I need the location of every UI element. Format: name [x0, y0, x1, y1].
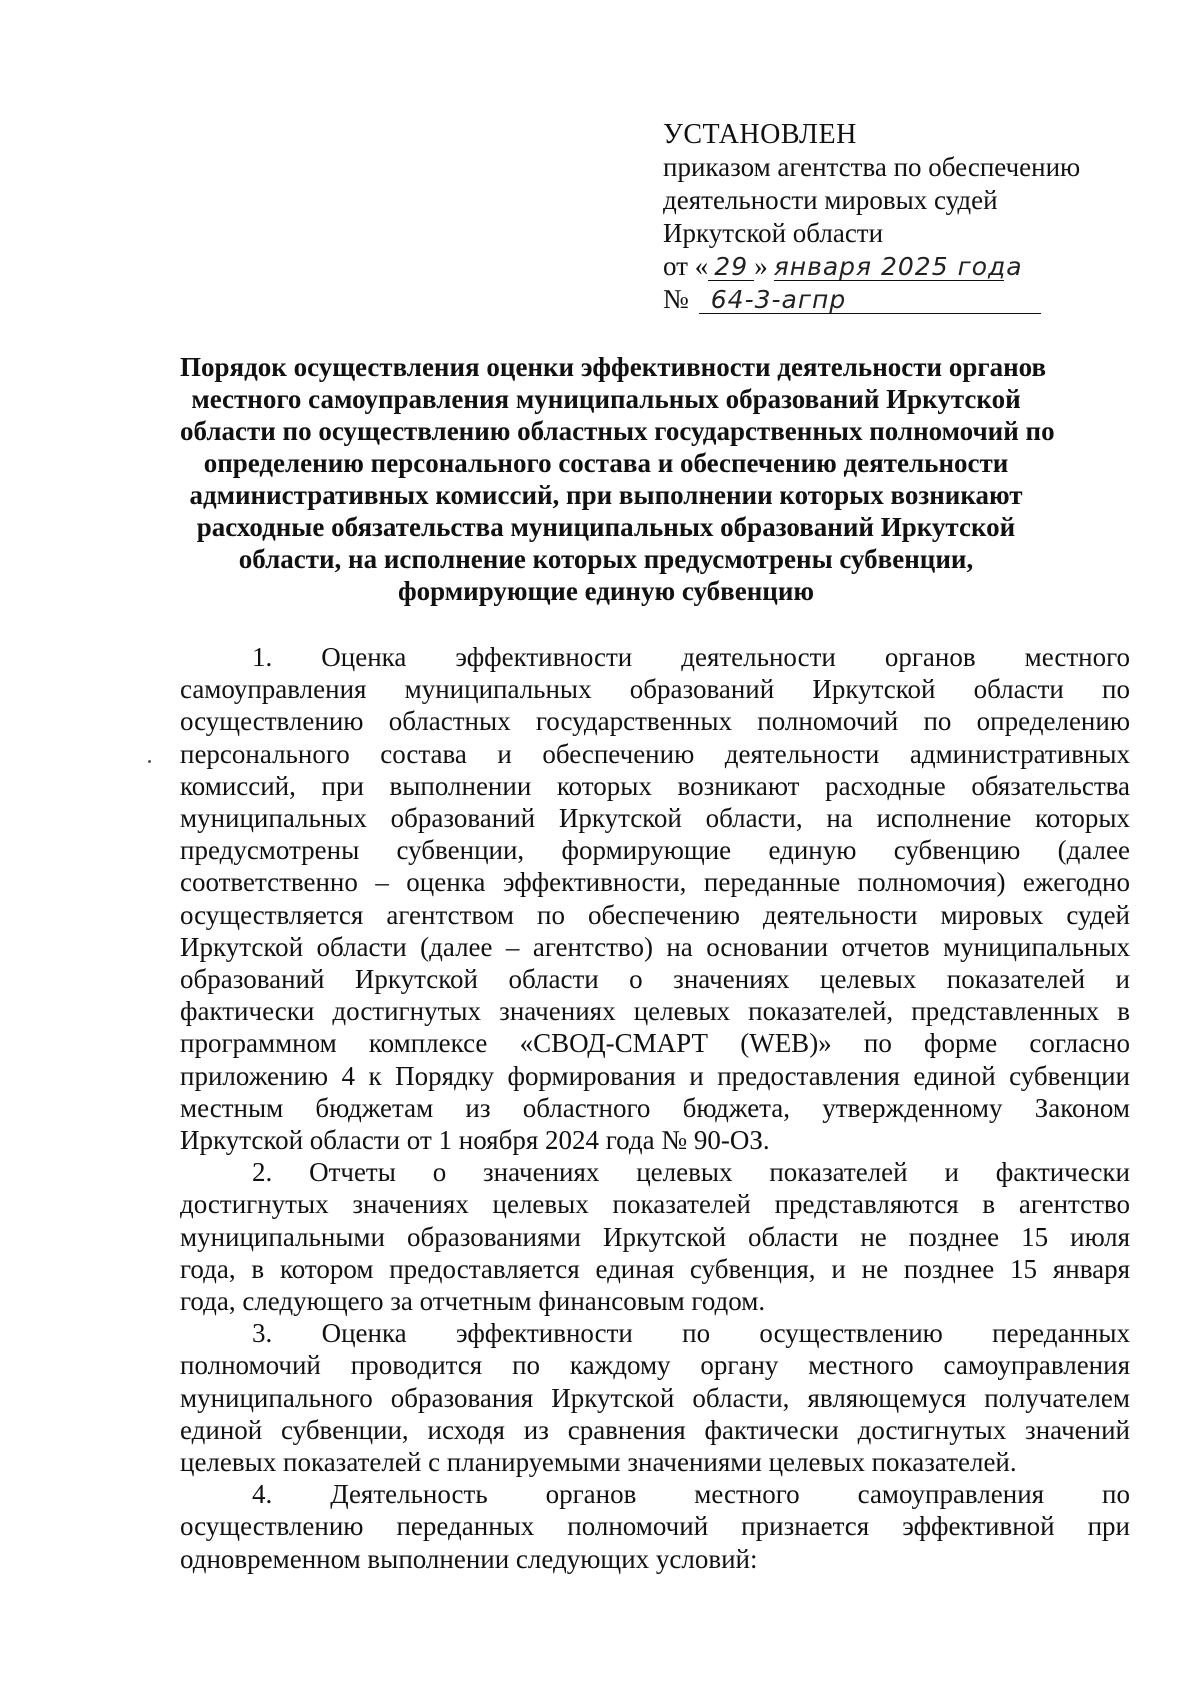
- paragraph-line: муниципальных образований Иркутской области, на исполнение которых: [180, 803, 1130, 834]
- paragraph-line: 4. Деятельность органов местного самоуправления по: [252, 1479, 1130, 1510]
- paragraph-line: 3. Оценка эффективности по осуществлению переданных: [252, 1318, 1130, 1349]
- paragraph-line: комиссий, при выполнении которых возникают расходные обязательства: [180, 770, 1130, 801]
- paragraph-line: самоуправления муниципальных образований Иркутской области по: [180, 674, 1130, 705]
- paragraph-line: местным бюджетам из областного бюджета, утвержденному Законом: [180, 1092, 1130, 1123]
- paragraph-line: приложению 4 к Порядку формирования и предоставления единой субвенции: [180, 1060, 1130, 1091]
- paragraph-line: Иркутской области от 1 ноября 2024 года № 90-ОЗ.: [180, 1125, 770, 1156]
- paragraph-4: [180, 1478, 1130, 1575]
- document-body: [180, 641, 1130, 1575]
- title-line: формирующие единую субвенцию: [397, 576, 815, 606]
- paragraph-line: одновременном выполнении следующих условий:: [180, 1543, 758, 1574]
- date-prefix: от «: [663, 251, 709, 281]
- title-line: Порядок осуществления оценки эффективности деятельности органов: [180, 352, 1047, 382]
- paragraph-1: [180, 641, 1130, 1156]
- paragraph-line: года, в котором предоставляется единая субвенция, и не позднее 15 января: [180, 1253, 1130, 1284]
- title-line: определению персонального состава и обеспечению деятельности: [203, 448, 1009, 478]
- paragraph-line: полномочий проводится по каждому органу местного самоуправления: [180, 1350, 1130, 1381]
- title-line: местного самоуправления муниципальных образований Иркутской: [191, 384, 1021, 414]
- date-month-year-handwritten: января 2025 года: [773, 252, 1023, 281]
- title-line: расходные обязательства муниципальных образований Иркутской: [196, 512, 1016, 542]
- paragraph-line: осуществлению областных государственных полномочий по определению: [180, 706, 1130, 737]
- paragraph-line: программном комплексе «СВОД-СМАРТ (WEB)» по форме согласно: [180, 1028, 1130, 1059]
- scan-dot-mark: [148, 760, 151, 763]
- paragraph-3: [180, 1317, 1130, 1478]
- paragraph-line: соответственно – оценка эффективности, переданные полномочия) ежегодно: [180, 867, 1130, 898]
- approval-heading: УСТАНОВЛЕН: [663, 119, 857, 150]
- approval-line-3: Иркутской области: [663, 218, 884, 248]
- paragraph-line: персонального состава и обеспечению деятельности административных: [180, 738, 1130, 769]
- title-line: области по осуществлению областных государственных полномочий по: [180, 416, 1055, 446]
- paragraph-line: единой субвенции, исходя из сравнения фактически достигнутых значений: [180, 1414, 1130, 1445]
- paragraph-line: 2. Отчеты о значениях целевых показателей и фактически: [252, 1157, 1130, 1188]
- paragraph-line: осуществлению переданных полномочий признается эффективной при: [180, 1511, 1130, 1542]
- approval-stamp-block: [663, 118, 1163, 316]
- number-handwritten: 64-3-агпр: [699, 287, 1041, 314]
- approval-line-1: приказом агентства по обеспечению: [663, 152, 1081, 182]
- paragraph-line: Иркутской области (далее – агентство) на основании отчетов муниципальных: [180, 931, 1130, 962]
- title-line: области, на исполнение которых предусмотрены субвенции,: [238, 544, 974, 574]
- paragraph-line: муниципального образования Иркутской области, являющемуся получателем: [180, 1382, 1130, 1413]
- paragraph-line: 1. Оценка эффективности деятельности органов местного: [252, 642, 1130, 672]
- paragraph-line: осуществляется агентством по обеспечению деятельности мировых судей: [180, 899, 1130, 930]
- paragraph-line: года, следующего за отчетным финансовым годом.: [180, 1286, 766, 1317]
- paragraph-line: целевых показателей с планируемыми значениями целевых показателей.: [180, 1447, 1017, 1478]
- date-mid: »: [754, 251, 768, 281]
- paragraph-line: муниципальными образованиями Иркутской области не позднее 15 июля: [180, 1221, 1130, 1252]
- paragraph-2: [180, 1156, 1130, 1317]
- paragraph-line: предусмотрены субвенции, формирующие единую субвенцию (далее: [180, 835, 1130, 866]
- paragraph-line: фактически достигнутых значениях целевых показателей, представленных в: [180, 996, 1130, 1027]
- document-title: [180, 351, 1055, 607]
- number-prefix: №: [663, 284, 689, 314]
- paragraph-line: достигнутых значениях целевых показателей представляются в агентство: [180, 1189, 1130, 1220]
- approval-line-2: деятельности мировых судей: [663, 185, 998, 215]
- date-day-handwritten: 29: [708, 254, 754, 281]
- paragraph-line: образований Иркутской области о значениях целевых показателей и: [180, 964, 1130, 995]
- approval-number-row: [663, 283, 1163, 316]
- approval-date-row: [663, 250, 1163, 283]
- title-line: административных комиссий, при выполнении которых возникают: [189, 480, 1023, 510]
